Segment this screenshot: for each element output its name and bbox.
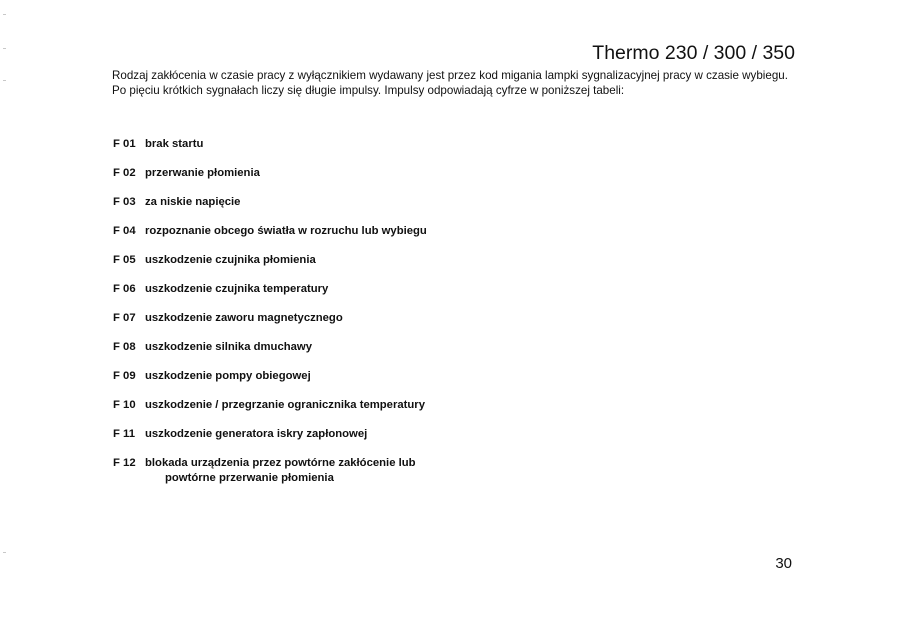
error-code: F 06 [113, 283, 136, 295]
list-item [113, 195, 427, 224]
error-description: rozpoznanie obcego światła w rozruchu lub wybiegu [145, 225, 427, 237]
error-code: F 03 [113, 196, 136, 208]
error-code: F 05 [113, 254, 136, 266]
list-item [113, 340, 427, 369]
error-code: F 12 [113, 457, 136, 469]
list-item [113, 427, 427, 456]
list-item [113, 398, 427, 427]
error-code: F 04 [113, 225, 136, 237]
error-description: uszkodzenie / przegrzanie ogranicznika temperatury [145, 399, 425, 411]
margin-mark [3, 14, 6, 15]
error-description: przerwanie płomienia [145, 167, 260, 179]
error-code: F 11 [113, 428, 135, 440]
error-description: uszkodzenie zaworu magnetycznego [145, 312, 343, 324]
list-item [113, 311, 427, 340]
list-item [113, 137, 427, 166]
error-description: uszkodzenie generatora iskry zapłonowej [145, 428, 368, 440]
margin-mark [3, 552, 6, 553]
error-description [145, 456, 416, 486]
error-code-list [113, 137, 427, 486]
error-description-line1: blokada urządzenia przez powtórne zakłócenie lub [145, 457, 416, 469]
list-item [113, 224, 427, 253]
error-code: F 01 [113, 138, 136, 150]
margin-mark [3, 48, 6, 49]
page-title: Thermo 230 / 300 / 350 [592, 42, 795, 64]
list-item [113, 253, 427, 282]
error-code: F 10 [113, 399, 136, 411]
error-description: uszkodzenie pompy obiegowej [145, 370, 311, 382]
error-description: za niskie napięcie [145, 196, 241, 208]
list-item [113, 166, 427, 195]
error-description: uszkodzenie czujnika płomienia [145, 254, 316, 266]
error-description-line2: powtórne przerwanie płomienia [165, 472, 334, 484]
error-code: F 09 [113, 370, 136, 382]
error-code: F 08 [113, 341, 136, 353]
intro-paragraph: Rodzaj zakłócenia w czasie pracy z wyłącznikiem wydawany jest przez kod migania lampki sygnalizacyjnej pracy w czasie wybiegu. Po pięciu krótkich sygnałach liczy się długie impulsy. Impulsy odpowiadają cyfrze w poniższej tabeli: [112, 69, 788, 97]
list-item [113, 456, 427, 486]
margin-mark [3, 80, 6, 81]
list-item [113, 369, 427, 398]
error-code: F 07 [113, 312, 136, 324]
error-description: uszkodzenie czujnika temperatury [145, 283, 329, 295]
error-code: F 02 [113, 167, 136, 179]
page-number: 30 [775, 555, 792, 572]
list-item [113, 282, 427, 311]
error-description: uszkodzenie silnika dmuchawy [145, 341, 312, 353]
error-description: brak startu [145, 138, 204, 150]
